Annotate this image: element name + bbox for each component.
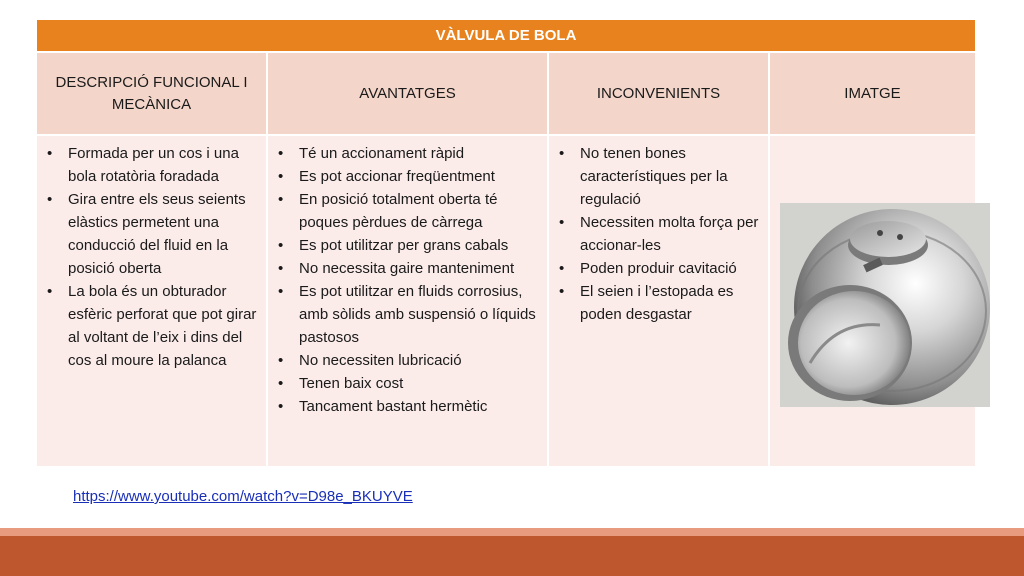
header-descripcio: DESCRIPCIÓ FUNCIONAL I MECÀNICA	[37, 53, 268, 134]
list-item: • En posició totalment oberta té poques pèrdues de càrrega	[274, 188, 539, 234]
list-descripcio	[43, 142, 258, 372]
list-item: • Necessiten molta força per accionar-les	[555, 211, 760, 257]
cell-avantatges	[268, 136, 549, 466]
list-item: • La bola és un obturador esfèric perforat que pot girar al voltant de l’eix i dins del cos al moure la palanca	[43, 280, 258, 372]
table-header-row	[37, 53, 975, 136]
youtube-link[interactable]: https://www.youtube.com/watch?v=D98e_BKUYVE	[73, 488, 413, 505]
cell-descripcio	[37, 136, 268, 466]
ball-valve-illustration	[780, 203, 990, 407]
ball-valve-image	[780, 203, 990, 407]
header-imatge: IMATGE	[770, 53, 975, 134]
list-inconvenients	[555, 142, 760, 326]
list-item: • Es pot accionar freqüentment	[274, 165, 539, 188]
list-avantatges	[274, 142, 539, 418]
list-item: • Es pot utilitzar per grans cabals	[274, 234, 539, 257]
list-item: • No necessita gaire manteniment	[274, 257, 539, 280]
list-item: • No necessiten lubricació	[274, 349, 539, 372]
list-item: • Té un accionament ràpid	[274, 142, 539, 165]
footer-bar-dark	[0, 536, 1024, 576]
list-item: • Gira entre els seus seients elàstics permetent una conducció del fluid en la posició oberta	[43, 188, 258, 280]
cell-inconvenients	[549, 136, 770, 466]
list-item: • Poden produir cavitació	[555, 257, 760, 280]
footer-bar-light	[0, 528, 1024, 536]
table-title: VÀLVULA DE BOLA	[37, 20, 975, 53]
list-item: • El seien i l’estopada es poden desgastar	[555, 280, 760, 326]
list-item: • Tenen baix cost	[274, 372, 539, 395]
list-item: • Tancament bastant hermètic	[274, 395, 539, 418]
list-item: • Formada per un cos i una bola rotatòria foradada	[43, 142, 258, 188]
header-inconvenients: INCONVENIENTS	[549, 53, 770, 134]
list-item: • Es pot utilitzar en fluids corrosius, amb sòlids amb suspensió o líquids pastosos	[274, 280, 539, 349]
header-avantatges: AVANTATGES	[268, 53, 549, 134]
list-item: • No tenen bones característiques per la regulació	[555, 142, 760, 211]
